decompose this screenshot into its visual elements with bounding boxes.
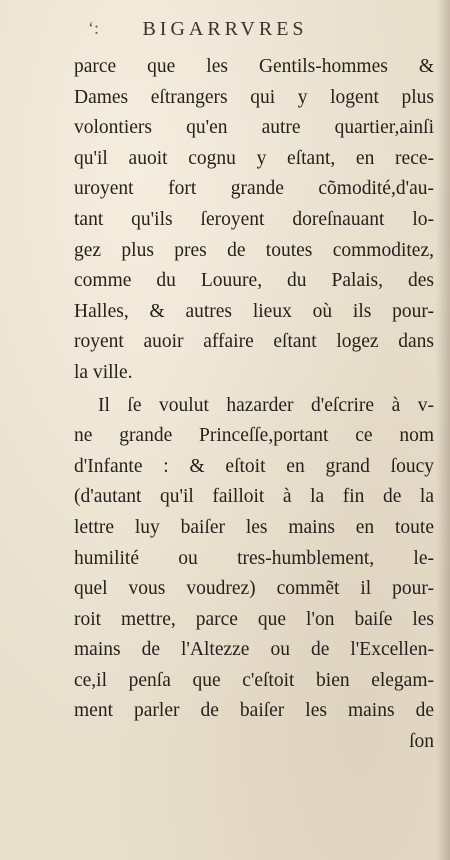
text-line: lettre luy baiſer les mains en toute	[74, 516, 434, 538]
paragraph-2	[74, 391, 434, 728]
text-line: uroyent fort grande cõmodité,d'au-	[74, 178, 434, 200]
text-line: roit mettre, parce que l'on baiſe les	[74, 608, 434, 630]
text-line: parce que les Gentils-hommes &	[74, 56, 434, 77]
page-edge-shadow	[436, 0, 450, 860]
text-line: d'Infante : & eſtoit en grand ſoucy	[74, 455, 434, 477]
text-line: quel vous voudrez) commẽt il pour-	[74, 578, 434, 600]
text-line: royent auoir affaire eſtant logez dans	[74, 331, 434, 353]
text-line: ne grande Princeſſe,portant ce nom	[74, 425, 434, 447]
text-line: gez plus pres de toutes commoditez,	[74, 239, 434, 261]
page-header	[0, 18, 450, 41]
text-block	[74, 52, 434, 758]
text-line: comme du Louure, du Palais, des	[74, 270, 434, 292]
running-title: BIGARRVRES	[142, 18, 308, 40]
text-line: la ville.	[74, 361, 133, 383]
text-line: ment parler de baiſer les mains de	[74, 700, 434, 722]
text-line: qu'il auoit cognu y eſtant, en rece-	[74, 147, 434, 169]
text-line: ce,il penſa que c'eſtoit bien elegam-	[74, 669, 434, 691]
text-line: Il ſe voulut hazarder d'eſcrire à v-	[98, 394, 434, 416]
text-line: mains de l'Altezze ou de l'Excellen-	[74, 639, 434, 661]
text-line: volontiers qu'en autre quartier,ainſi	[74, 117, 434, 139]
signature-mark: ‘:	[88, 18, 99, 38]
text-line: Dames eſtrangers qui y logent plus	[74, 86, 434, 108]
paragraph-1	[74, 52, 434, 389]
text-line: humilité ou tres-humblement, le-	[74, 547, 434, 569]
text-line: tant qu'ils ſeroyent doreſnauant lo-	[74, 208, 434, 230]
text-line: Halles, & autres lieux où ils pour-	[74, 300, 434, 322]
catchword: ſon	[409, 731, 434, 753]
text-line: (d'autant qu'il failloit à la fin de la	[74, 486, 434, 508]
